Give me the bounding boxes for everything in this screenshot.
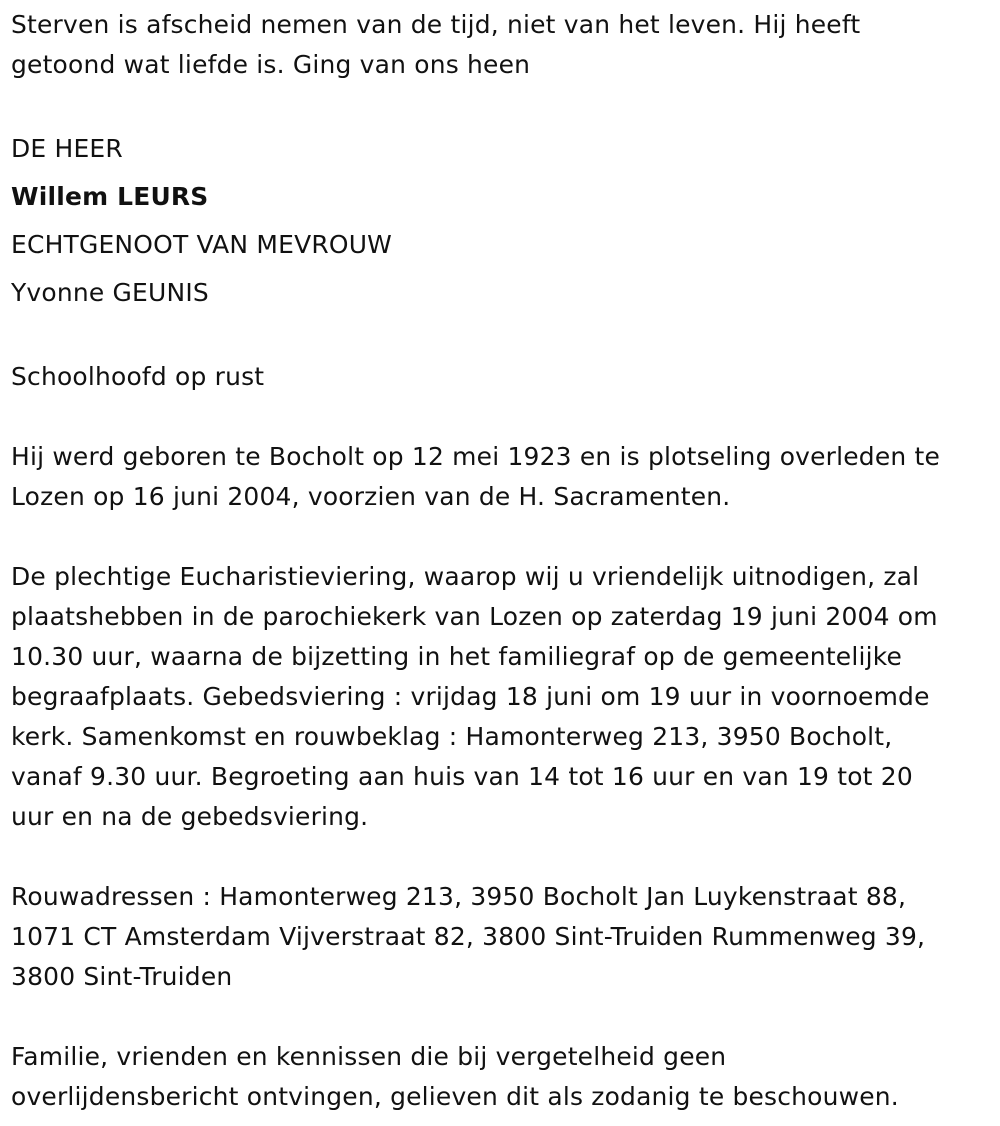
address-line: Rouwadressen : Hamonterweg 213, 3950 Bocholt Jan Luykenstraat 88, [11, 882, 907, 911]
address-line: 1071 CT Amsterdam Vijverstraat 82, 3800 Sint-Truiden Rummenweg 39, [11, 922, 926, 951]
intro-line: getoond wat liefde is. Ging van ons heen [11, 50, 531, 79]
birth-death-line: Hij werd geboren te Bocholt op 12 mei 1923 en is plotseling overleden te [11, 442, 941, 471]
ceremony-line: 10.30 uur, waarna de bijzetting in het familiegraf op de gemeentelijke [11, 642, 903, 671]
ceremony-line: plaatshebben in de parochiekerk van Lozen op zaterdag 19 juni 2004 om [11, 602, 938, 631]
spacer [11, 397, 991, 437]
address-paragraph [11, 877, 991, 997]
spouse-relation: ECHTGENOOT VAN MEVROUW [11, 230, 393, 259]
occupation: Schoolhoofd op rust [11, 362, 265, 391]
spacer [11, 517, 991, 557]
deceased-name: Willem LEURS [11, 182, 209, 211]
ceremony-line: begraafplaats. Gebedsviering : vrijdag 18 juni om 19 uur in voornoemde [11, 682, 930, 711]
ceremony-line: kerk. Samenkomst en rouwbeklag : Hamonterweg 213, 3950 Bocholt, [11, 722, 893, 751]
birth-death-paragraph [11, 437, 991, 517]
spacer [11, 997, 991, 1037]
obituary-notice [11, 0, 991, 1117]
ceremony-line: vanaf 9.30 uur. Begroeting aan huis van 14 tot 16 uur en van 19 tot 20 [11, 762, 913, 791]
spacer [11, 85, 991, 125]
spacer [11, 837, 991, 877]
closing-line: overlijdensbericht ontvingen, gelieven dit als zodanig te beschouwen. [11, 1082, 899, 1111]
spacer [11, 317, 991, 357]
ceremony-line: De plechtige Eucharistieviering, waarop wij u vriendelijk uitnodigen, zal [11, 562, 920, 591]
address-line: 3800 Sint-Truiden [11, 962, 233, 991]
ceremony-line: uur en na de gebedsviering. [11, 802, 369, 831]
closing-line: Familie, vrienden en kennissen die bij vergetelheid geen [11, 1042, 727, 1071]
birth-death-line: Lozen op 16 juni 2004, voorzien van de H. Sacramenten. [11, 482, 731, 511]
closing-paragraph [11, 1037, 991, 1117]
intro-line: Sterven is afscheid nemen van de tijd, niet van het leven. Hij heeft [11, 10, 861, 39]
name-block [11, 125, 991, 317]
salutation: DE HEER [11, 134, 123, 163]
ceremony-paragraph [11, 557, 991, 837]
spouse-name: Yvonne GEUNIS [11, 278, 209, 307]
intro-paragraph [11, 0, 991, 85]
